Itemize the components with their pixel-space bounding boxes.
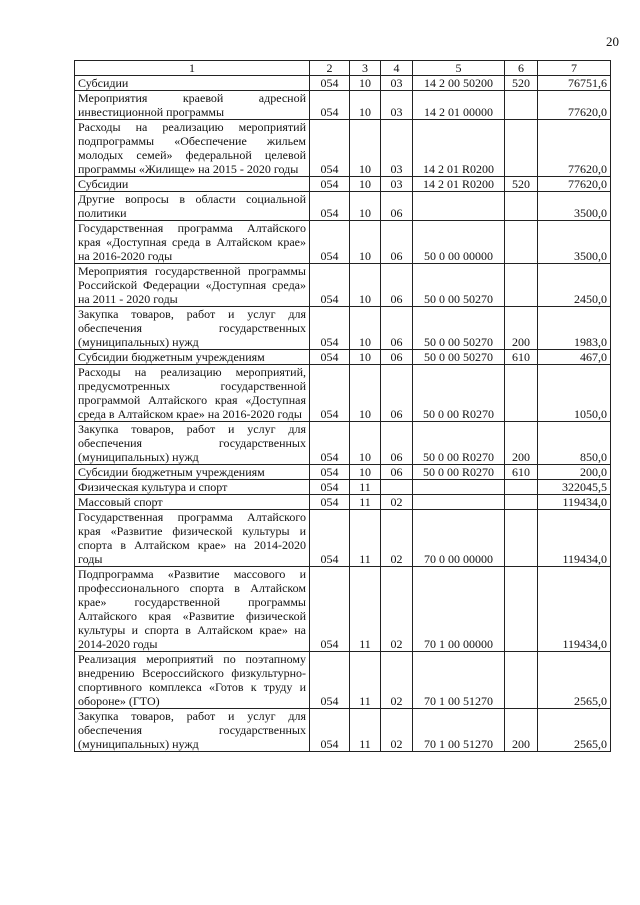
row-vr: 610 bbox=[505, 465, 538, 480]
row-amount: 3500,0 bbox=[538, 221, 611, 264]
row-amount: 2450,0 bbox=[538, 264, 611, 307]
row-rz: 11 bbox=[350, 510, 381, 567]
row-pr: 03 bbox=[381, 91, 413, 120]
row-gr: 054 bbox=[310, 495, 350, 510]
row-pr: 06 bbox=[381, 307, 413, 350]
row-rz: 10 bbox=[350, 221, 381, 264]
row-pr: 03 bbox=[381, 177, 413, 192]
table-row bbox=[75, 264, 611, 307]
row-name: Мероприятия краевой адресной инвестиционной программы bbox=[75, 91, 310, 120]
column-header: 6 bbox=[505, 61, 538, 76]
row-gr: 054 bbox=[310, 422, 350, 465]
row-amount: 200,0 bbox=[538, 465, 611, 480]
column-header: 5 bbox=[413, 61, 505, 76]
row-rz: 10 bbox=[350, 91, 381, 120]
row-csr: 50 0 00 50270 bbox=[413, 350, 505, 365]
row-gr: 054 bbox=[310, 91, 350, 120]
row-amount: 77620,0 bbox=[538, 120, 611, 177]
row-name: Подпрограмма «Развитие массового и профессионального спорта в Алтайском крае» государственной программы Алтайского края «Развитие физической культуры и спорта в Алтайском крае» на 2014-2020 годы bbox=[75, 567, 310, 652]
row-pr: 06 bbox=[381, 365, 413, 422]
row-vr bbox=[505, 120, 538, 177]
row-pr: 06 bbox=[381, 221, 413, 264]
row-gr: 054 bbox=[310, 465, 350, 480]
row-gr: 054 bbox=[310, 120, 350, 177]
table-row bbox=[75, 422, 611, 465]
row-amount: 119434,0 bbox=[538, 567, 611, 652]
row-rz: 11 bbox=[350, 567, 381, 652]
row-rz: 10 bbox=[350, 307, 381, 350]
row-name: Закупка товаров, работ и услуг для обеспечения государственных (муниципальных) нужд bbox=[75, 307, 310, 350]
row-csr: 50 0 00 50270 bbox=[413, 307, 505, 350]
row-rz: 10 bbox=[350, 422, 381, 465]
row-name: Расходы на реализацию мероприятий, предусмотренных государственной программой Алтайского края «Доступная среда в Алтайском крае» на 2016-2020 годы bbox=[75, 365, 310, 422]
row-vr: 200 bbox=[505, 307, 538, 350]
table-body bbox=[75, 76, 611, 752]
row-csr: 50 0 00 R0270 bbox=[413, 365, 505, 422]
row-pr: 06 bbox=[381, 264, 413, 307]
row-rz: 11 bbox=[350, 495, 381, 510]
row-gr: 054 bbox=[310, 192, 350, 221]
row-rz: 10 bbox=[350, 177, 381, 192]
row-gr: 054 bbox=[310, 510, 350, 567]
row-name: Субсидии бюджетным учреждениям bbox=[75, 465, 310, 480]
row-amount: 77620,0 bbox=[538, 177, 611, 192]
row-vr bbox=[505, 495, 538, 510]
row-name: Субсидии bbox=[75, 177, 310, 192]
row-vr bbox=[505, 567, 538, 652]
row-rz: 10 bbox=[350, 192, 381, 221]
table-row bbox=[75, 709, 611, 752]
row-rz: 11 bbox=[350, 652, 381, 709]
row-pr: 06 bbox=[381, 350, 413, 365]
row-name: Мероприятия государственной программы Российской Федерации «Доступная среда» на 2011 - 2020 годы bbox=[75, 264, 310, 307]
row-csr: 50 0 00 50270 bbox=[413, 264, 505, 307]
row-name: Субсидии bbox=[75, 76, 310, 91]
row-vr: 200 bbox=[505, 422, 538, 465]
row-gr: 054 bbox=[310, 480, 350, 495]
page-number: 20 bbox=[606, 34, 619, 49]
row-csr: 50 0 00 00000 bbox=[413, 221, 505, 264]
row-rz: 10 bbox=[350, 264, 381, 307]
row-name: Массовый спорт bbox=[75, 495, 310, 510]
column-header: 7 bbox=[538, 61, 611, 76]
row-gr: 054 bbox=[310, 652, 350, 709]
row-amount: 2565,0 bbox=[538, 709, 611, 752]
row-gr: 054 bbox=[310, 567, 350, 652]
column-header: 1 bbox=[75, 61, 310, 76]
table-row bbox=[75, 350, 611, 365]
row-csr: 70 1 00 51270 bbox=[413, 652, 505, 709]
row-amount: 3500,0 bbox=[538, 192, 611, 221]
row-rz: 10 bbox=[350, 76, 381, 91]
row-amount: 76751,6 bbox=[538, 76, 611, 91]
row-amount: 119434,0 bbox=[538, 510, 611, 567]
row-vr: 610 bbox=[505, 350, 538, 365]
row-pr: 06 bbox=[381, 422, 413, 465]
row-name: Государственная программа Алтайского края «Развитие физической культуры и спорта в Алтайском крае» на 2014-2020 годы bbox=[75, 510, 310, 567]
row-amount: 322045,5 bbox=[538, 480, 611, 495]
table-row bbox=[75, 510, 611, 567]
row-rz: 10 bbox=[350, 120, 381, 177]
row-name: Государственная программа Алтайского края «Доступная среда в Алтайском крае» на 2016-2020 годы bbox=[75, 221, 310, 264]
row-pr: 03 bbox=[381, 76, 413, 91]
table-row bbox=[75, 221, 611, 264]
row-rz: 10 bbox=[350, 465, 381, 480]
table-row bbox=[75, 91, 611, 120]
row-csr: 14 2 01 R0200 bbox=[413, 120, 505, 177]
row-gr: 054 bbox=[310, 350, 350, 365]
row-pr: 02 bbox=[381, 567, 413, 652]
table-header-row bbox=[75, 61, 611, 76]
row-rz: 10 bbox=[350, 350, 381, 365]
row-csr: 50 0 00 R0270 bbox=[413, 465, 505, 480]
table-row bbox=[75, 120, 611, 177]
row-pr: 06 bbox=[381, 192, 413, 221]
row-vr bbox=[505, 192, 538, 221]
table-row bbox=[75, 465, 611, 480]
table-row bbox=[75, 495, 611, 510]
row-csr: 70 0 00 00000 bbox=[413, 510, 505, 567]
row-gr: 054 bbox=[310, 365, 350, 422]
row-vr: 520 bbox=[505, 76, 538, 91]
row-amount: 77620,0 bbox=[538, 91, 611, 120]
row-name: Субсидии бюджетным учреждениям bbox=[75, 350, 310, 365]
table-row bbox=[75, 652, 611, 709]
row-name: Реализация мероприятий по поэтапному внедрению Всероссийского физкультурно-спортивного комплекса «Готов к труду и обороне» (ГТО) bbox=[75, 652, 310, 709]
table-row bbox=[75, 76, 611, 91]
row-amount: 467,0 bbox=[538, 350, 611, 365]
table-row bbox=[75, 307, 611, 350]
row-amount: 119434,0 bbox=[538, 495, 611, 510]
row-pr bbox=[381, 480, 413, 495]
row-gr: 054 bbox=[310, 264, 350, 307]
row-pr: 02 bbox=[381, 652, 413, 709]
row-csr bbox=[413, 480, 505, 495]
row-pr: 02 bbox=[381, 510, 413, 567]
row-vr bbox=[505, 365, 538, 422]
row-amount: 1983,0 bbox=[538, 307, 611, 350]
row-vr bbox=[505, 652, 538, 709]
row-gr: 054 bbox=[310, 709, 350, 752]
row-name: Закупка товаров, работ и услуг для обеспечения государственных (муниципальных) нужд bbox=[75, 422, 310, 465]
row-csr: 14 2 01 R0200 bbox=[413, 177, 505, 192]
row-vr bbox=[505, 480, 538, 495]
row-vr bbox=[505, 264, 538, 307]
row-csr: 50 0 00 R0270 bbox=[413, 422, 505, 465]
row-amount: 1050,0 bbox=[538, 365, 611, 422]
row-csr bbox=[413, 192, 505, 221]
row-csr: 14 2 00 50200 bbox=[413, 76, 505, 91]
row-name: Другие вопросы в области социальной политики bbox=[75, 192, 310, 221]
column-header: 4 bbox=[381, 61, 413, 76]
row-csr: 70 1 00 51270 bbox=[413, 709, 505, 752]
row-csr bbox=[413, 495, 505, 510]
row-gr: 054 bbox=[310, 221, 350, 264]
budget-table bbox=[74, 60, 611, 752]
table-row bbox=[75, 365, 611, 422]
row-pr: 02 bbox=[381, 495, 413, 510]
row-csr: 14 2 01 00000 bbox=[413, 91, 505, 120]
table-row bbox=[75, 480, 611, 495]
row-vr: 520 bbox=[505, 177, 538, 192]
row-vr bbox=[505, 510, 538, 567]
row-amount: 850,0 bbox=[538, 422, 611, 465]
row-name: Расходы на реализацию мероприятий подпрограммы «Обеспечение жильем молодых семей» федеральной целевой программы «Жилище» на 2015 - 2020 годы bbox=[75, 120, 310, 177]
row-pr: 06 bbox=[381, 465, 413, 480]
row-pr: 02 bbox=[381, 709, 413, 752]
column-header: 3 bbox=[350, 61, 381, 76]
row-csr: 70 1 00 00000 bbox=[413, 567, 505, 652]
row-name: Физическая культура и спорт bbox=[75, 480, 310, 495]
row-vr: 200 bbox=[505, 709, 538, 752]
row-vr bbox=[505, 221, 538, 264]
row-gr: 054 bbox=[310, 307, 350, 350]
column-header: 2 bbox=[310, 61, 350, 76]
row-rz: 10 bbox=[350, 365, 381, 422]
row-amount: 2565,0 bbox=[538, 652, 611, 709]
row-pr: 03 bbox=[381, 120, 413, 177]
table-row bbox=[75, 567, 611, 652]
row-gr: 054 bbox=[310, 177, 350, 192]
table-row bbox=[75, 192, 611, 221]
row-gr: 054 bbox=[310, 76, 350, 91]
row-rz: 11 bbox=[350, 480, 381, 495]
row-vr bbox=[505, 91, 538, 120]
row-name: Закупка товаров, работ и услуг для обеспечения государственных (муниципальных) нужд bbox=[75, 709, 310, 752]
table-row bbox=[75, 177, 611, 192]
row-rz: 11 bbox=[350, 709, 381, 752]
